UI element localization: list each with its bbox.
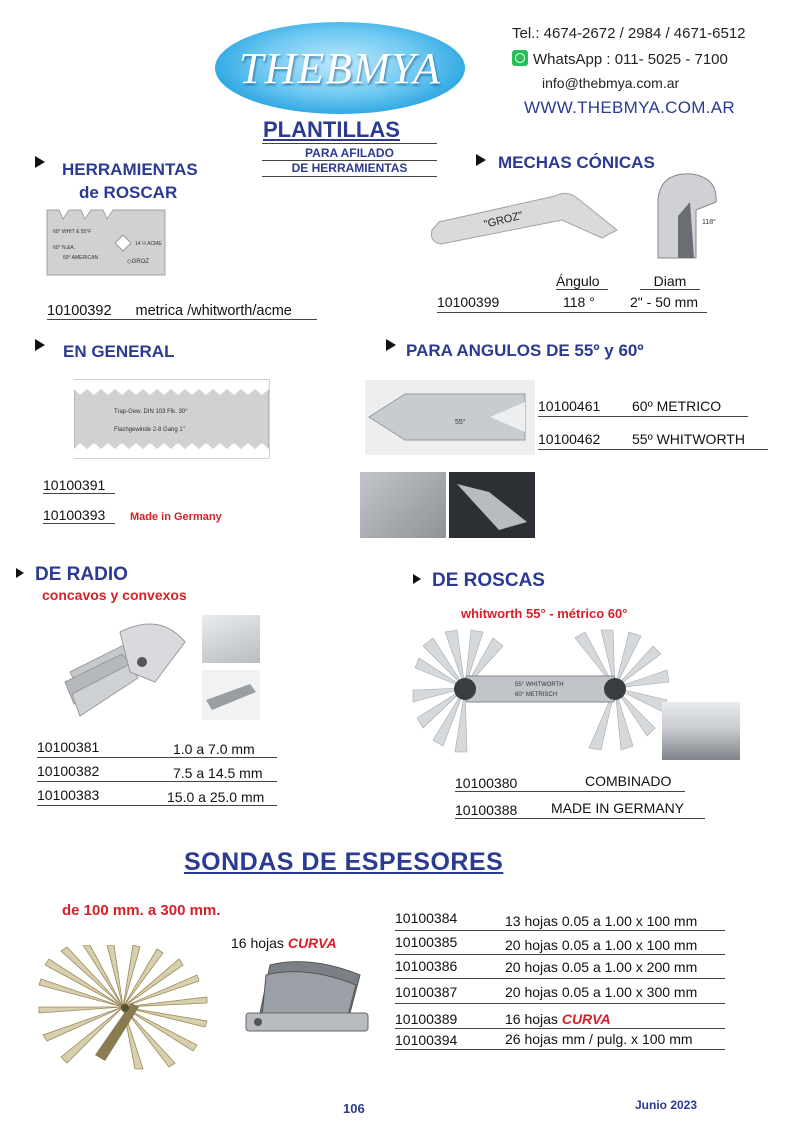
- section-roscar-title-1: HERRAMIENTAS: [62, 160, 198, 179]
- product-row: [395, 1032, 725, 1050]
- email[interactable]: info@thebmya.com.ar: [542, 75, 680, 91]
- radius-gauge-folded-image: [202, 670, 260, 720]
- radius-gauge-detail-image: [202, 615, 260, 663]
- curva-caption: 16 hojas CURVA: [231, 935, 337, 951]
- website-link[interactable]: WWW.THEBMYA.COM.AR: [524, 98, 735, 117]
- product-row: [395, 985, 725, 1004]
- svg-text:55° WHITWORTH: 55° WHITWORTH: [515, 682, 564, 688]
- product-desc: 16 hojas CURVA: [505, 1011, 611, 1027]
- svg-text:◇GROZ: ◇GROZ: [127, 259, 149, 265]
- section-angulos-title: PARA ANGULOS DE 55º y 60º: [406, 341, 644, 360]
- product-code: 10100388: [455, 802, 518, 818]
- product-angle: 118 °: [563, 294, 595, 310]
- bullet-arrow-icon: [16, 568, 24, 578]
- drill-angle-gauge-image: [427, 180, 627, 262]
- product-desc: 26 hojas mm / pulg. x 100 mm: [505, 1031, 693, 1047]
- radius-gauge-image: [60, 612, 200, 730]
- product-desc: 20 hojas 0.05 a 1.00 x 100 mm: [505, 937, 698, 953]
- product-desc: 7.5 a 14.5 mm: [173, 765, 263, 781]
- phone-numbers: Tel.: 4674-2672 / 2984 / 4671-6512: [512, 25, 746, 42]
- product-desc: COMBINADO: [585, 773, 672, 789]
- section-radio-subtitle: concavos y convexos: [42, 587, 187, 603]
- product-code: 10100387: [395, 984, 458, 1000]
- product-code: 10100389: [395, 1011, 458, 1027]
- product-code: 10100392: [47, 303, 112, 319]
- title-sub1: PARA AFILADO: [305, 146, 394, 160]
- title-sub2: DE HERRAMIENTAS: [291, 161, 408, 175]
- bullet-arrow-icon: [413, 574, 421, 584]
- product-row: [437, 294, 707, 313]
- bullet-arrow-icon: [35, 339, 45, 351]
- section-roscas-title: DE ROSCAS: [432, 570, 545, 591]
- product-desc: 60º METRICO: [632, 398, 722, 414]
- page-title: PLANTILLAS: [263, 117, 400, 142]
- product-desc: 13 hojas 0.05 a 1.00 x 100 mm: [505, 913, 698, 929]
- svg-text:Flachgewinde 2-8 Gang 1": Flachgewinde 2-8 Gang 1": [114, 427, 185, 433]
- product-code: 10100381: [37, 739, 100, 755]
- section-mechas-title: MECHAS CÓNICAS: [498, 153, 655, 172]
- bullet-arrow-icon: [386, 339, 396, 351]
- svg-text:118°: 118°: [702, 219, 716, 226]
- product-row: [538, 398, 748, 417]
- product-code: 10100399: [437, 294, 500, 310]
- bullet-arrow-icon: [476, 154, 486, 166]
- sondas-range: de 100 mm. a 300 mm.: [62, 902, 221, 919]
- product-code: 10100380: [455, 775, 518, 791]
- svg-text:60° WHIT & 55°F: 60° WHIT & 55°F: [53, 229, 92, 235]
- whatsapp-number: WhatsApp : 011- 5025 - 7100: [533, 51, 728, 68]
- product-row: [37, 763, 277, 782]
- product-code: 10100383: [37, 787, 100, 803]
- col-header-angulo: Ángulo: [556, 273, 608, 290]
- whatsapp-line: [512, 50, 728, 68]
- product-desc: 55º WHITWORTH: [632, 431, 745, 447]
- product-desc: MADE IN GERMANY: [551, 800, 685, 816]
- section-general-title: EN GENERAL: [63, 342, 175, 361]
- product-row: [455, 800, 705, 819]
- product-row: [455, 773, 685, 792]
- product-desc: 1.0 a 7.0 mm: [173, 741, 255, 757]
- title-divider: [262, 143, 437, 144]
- product-code: 10100391: [43, 477, 115, 494]
- page-number: 106: [343, 1101, 365, 1116]
- product-code: 10100462: [538, 431, 601, 447]
- feeler-gauge-fan-image: [35, 945, 215, 1070]
- section-sondas-title: SONDAS DE ESPESORES: [184, 848, 504, 876]
- section-roscas-subtitle: whitworth 55° - métrico 60°: [461, 606, 628, 621]
- product-row: [395, 936, 725, 955]
- product-desc: 20 hojas 0.05 a 1.00 x 200 mm: [505, 959, 698, 975]
- product-desc: metrica /whitworth/acme: [135, 303, 292, 319]
- product-row: [395, 960, 725, 979]
- thread-check-detail-image: [662, 702, 740, 760]
- product-code: 10100461: [538, 398, 601, 414]
- bullet-arrow-icon: [35, 156, 45, 168]
- section-roscar-title-2: de ROSCAR: [79, 183, 178, 202]
- screw-pitch-gauge-image: [405, 628, 675, 756]
- product-row: [395, 1011, 725, 1029]
- product-code: 10100382: [37, 763, 100, 779]
- product-code: 10100384: [395, 910, 458, 926]
- section-radio-title: DE RADIO: [35, 564, 128, 585]
- product-desc: 15.0 a 25.0 mm: [167, 789, 265, 805]
- product-code: 10100393: [43, 507, 115, 524]
- svg-text:55°: 55°: [455, 419, 466, 426]
- svg-text:60° AMERICAN: 60° AMERICAN: [63, 255, 99, 261]
- company-logo: THEBMYA: [215, 22, 465, 114]
- product-code: 10100386: [395, 958, 458, 974]
- whatsapp-icon: [512, 50, 528, 66]
- product-desc: 20 hojas 0.05 a 1.00 x 300 mm: [505, 984, 698, 1000]
- angle-gauge-photo-1: [360, 472, 446, 538]
- product-row: [395, 912, 725, 931]
- product-row: [37, 787, 277, 806]
- footer-date: Junio 2023: [635, 1098, 698, 1112]
- product-code: 10100394: [395, 1032, 458, 1048]
- svg-text:Trap-Gew. DIN 103 Flk. 30°: Trap-Gew. DIN 103 Flk. 30°: [114, 409, 188, 415]
- product-row: [47, 303, 317, 320]
- product-diam: 2" - 50 mm: [630, 294, 698, 310]
- svg-text:"GROZ": "GROZ": [482, 209, 525, 231]
- drill-tip-diagram-image: [652, 170, 722, 262]
- title-divider: [262, 176, 437, 177]
- product-row: [37, 739, 277, 758]
- general-thread-gauge-image: [74, 375, 274, 460]
- angle-gauge-photo-2: [449, 472, 535, 538]
- svg-text:60° METRISCH: 60° METRISCH: [515, 692, 558, 698]
- col-header-diam: Diam: [640, 273, 700, 290]
- made-in-germany-note: Made in Germany: [130, 511, 222, 523]
- product-code: 10100385: [395, 934, 458, 950]
- curved-feeler-gauge-image: [240, 955, 375, 1037]
- svg-text:60° N.&A.: 60° N.&A.: [53, 245, 76, 251]
- thread-gauge-image: [45, 205, 170, 280]
- svg-text:14 ½ ACME: 14 ½ ACME: [135, 241, 162, 247]
- product-row: [538, 431, 768, 450]
- angle-gauge-image: [365, 380, 535, 455]
